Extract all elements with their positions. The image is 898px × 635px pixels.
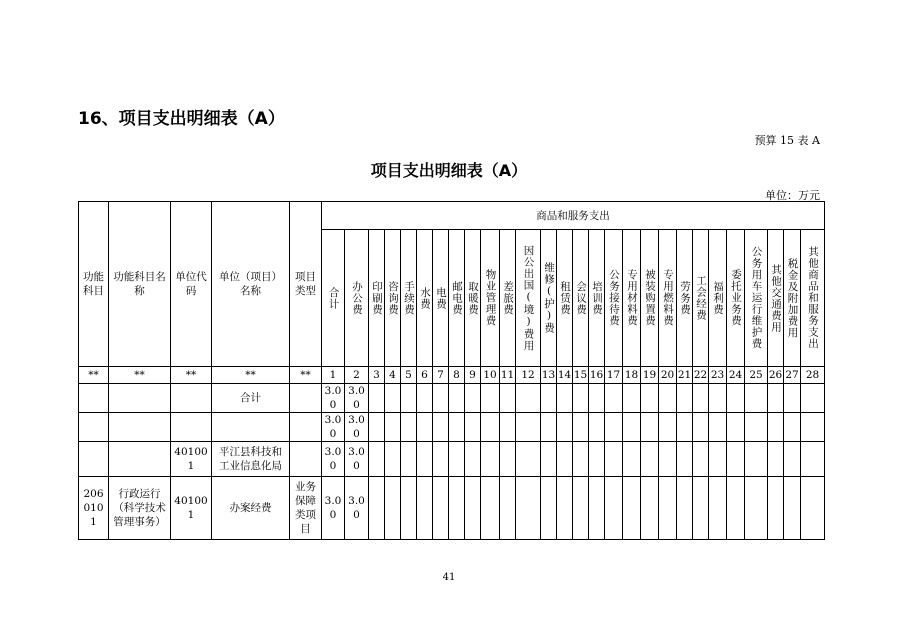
empty-cell: [784, 442, 801, 477]
office-expense-cell: 3.00: [345, 384, 369, 413]
project-type-cell: [290, 413, 322, 442]
budget-table: [78, 201, 825, 540]
empty-cell: [693, 413, 709, 442]
unit-label: 单位：万元: [765, 189, 820, 202]
header-unit-code: 单位代码: [171, 202, 212, 367]
column-index: 27: [784, 367, 801, 384]
empty-cell: [641, 477, 659, 540]
column-index: 22: [693, 367, 709, 384]
column-header: [401, 230, 417, 367]
empty-cell: [677, 413, 693, 442]
empty-cell: [745, 384, 768, 413]
func-name-cell: 行政运行（科学技术管理事务）: [109, 477, 171, 540]
project-type-cell: [290, 384, 322, 413]
empty-cell: [516, 477, 541, 540]
column-header-label: 专用材料费: [626, 269, 638, 327]
column-header: [573, 230, 589, 367]
empty-cell: [557, 477, 573, 540]
empty-cell: [784, 477, 801, 540]
column-index: 20: [659, 367, 677, 384]
column-header-label: 被装购置费: [644, 269, 656, 327]
empty-cell: [573, 413, 589, 442]
column-index: 15: [573, 367, 589, 384]
header-unit-name: 单位（项目）名称: [212, 202, 290, 367]
unit-code-cell: 401001: [171, 477, 212, 540]
column-index: 23: [709, 367, 727, 384]
empty-cell: [727, 413, 745, 442]
column-header-label: 其他交通费用: [770, 263, 782, 333]
empty-cell: [745, 477, 768, 540]
empty-cell: [500, 442, 516, 477]
empty-cell: [801, 477, 825, 540]
empty-cell: [417, 442, 433, 477]
column-header-label: 物业管理费: [484, 269, 497, 327]
empty-cell: [417, 477, 433, 540]
empty-cell: [465, 477, 481, 540]
empty-cell: [401, 384, 417, 413]
empty-cell: [500, 477, 516, 540]
func-code-cell: [79, 442, 109, 477]
empty-cell: [727, 477, 745, 540]
empty-cell: [369, 477, 385, 540]
column-header: [745, 230, 768, 367]
empty-cell: [401, 442, 417, 477]
column-index: 12: [516, 367, 541, 384]
empty-cell: [385, 477, 401, 540]
empty-cell: [401, 477, 417, 540]
column-header-label: 印刷费: [371, 280, 383, 316]
unit-code-cell: [171, 413, 212, 442]
column-header: [516, 230, 541, 367]
empty-cell: [465, 413, 481, 442]
empty-cell: [573, 442, 589, 477]
column-index: 4: [385, 367, 401, 384]
project-type-cell: [290, 442, 322, 477]
empty-cell: [768, 384, 784, 413]
column-header-label: 会议费: [575, 280, 587, 316]
empty-cell: [709, 442, 727, 477]
empty-cell: [623, 477, 641, 540]
empty-cell: [573, 477, 589, 540]
empty-cell: [745, 413, 768, 442]
column-header-label: 手续费: [403, 280, 415, 316]
func-code-cell: [79, 413, 109, 442]
index-marker: **: [79, 367, 109, 384]
empty-cell: [589, 477, 605, 540]
column-index: 19: [641, 367, 659, 384]
column-header: [417, 230, 433, 367]
column-header-label: 邮电费: [451, 280, 463, 316]
empty-cell: [541, 384, 557, 413]
empty-cell: [659, 413, 677, 442]
empty-cell: [801, 413, 825, 442]
empty-cell: [516, 413, 541, 442]
empty-cell: [589, 384, 605, 413]
func-name-cell: [109, 384, 171, 413]
column-header-label: 公务接待费: [608, 269, 620, 327]
empty-cell: [433, 442, 449, 477]
empty-cell: [709, 413, 727, 442]
column-header: [481, 230, 500, 367]
table-row: [79, 442, 825, 477]
form-number: 预算 15 表 A: [754, 134, 820, 147]
column-header: [322, 230, 345, 367]
empty-cell: [541, 477, 557, 540]
column-header-label: 因公出国(境)费用: [522, 244, 535, 352]
column-index: 7: [433, 367, 449, 384]
column-header-label: 办公费: [351, 280, 363, 316]
column-header-label: 差旅费: [502, 280, 514, 316]
empty-cell: [693, 384, 709, 413]
column-index: 26: [768, 367, 784, 384]
column-header-label: 咨询费: [387, 280, 399, 316]
column-header: [768, 230, 784, 367]
office-expense-cell: 3.00: [345, 413, 369, 442]
project-type-cell: 业务保障类项目: [290, 477, 322, 540]
empty-cell: [768, 477, 784, 540]
empty-cell: [385, 442, 401, 477]
column-index: 10: [481, 367, 500, 384]
index-marker: **: [290, 367, 322, 384]
column-header: [623, 230, 641, 367]
empty-cell: [693, 477, 709, 540]
column-index: 8: [449, 367, 465, 384]
column-header-label: 税金及附加费用: [786, 257, 799, 339]
table-row: [79, 384, 825, 413]
empty-cell: [605, 442, 623, 477]
column-header-label: 水费: [419, 286, 431, 310]
empty-cell: [605, 477, 623, 540]
column-header: [449, 230, 465, 367]
total-cell: 3.00: [322, 477, 345, 540]
index-marker: **: [212, 367, 290, 384]
empty-cell: [385, 413, 401, 442]
empty-cell: [801, 384, 825, 413]
empty-cell: [677, 384, 693, 413]
empty-cell: [709, 477, 727, 540]
func-code-cell: [79, 384, 109, 413]
column-header: [433, 230, 449, 367]
column-header: [693, 230, 709, 367]
column-header: [801, 230, 825, 367]
column-header-label: 公务用车运行维护费: [750, 246, 763, 350]
column-header: [605, 230, 623, 367]
column-index: 1: [322, 367, 345, 384]
office-expense-cell: 3.00: [345, 442, 369, 477]
empty-cell: [623, 384, 641, 413]
empty-cell: [433, 413, 449, 442]
column-header-label: 委托业务费: [730, 269, 742, 327]
column-header: [709, 230, 727, 367]
unit-name-cell: [212, 413, 290, 442]
empty-cell: [557, 384, 573, 413]
empty-cell: [500, 384, 516, 413]
column-header: [369, 230, 385, 367]
total-cell: 3.00: [322, 413, 345, 442]
empty-cell: [641, 384, 659, 413]
column-index: 6: [417, 367, 433, 384]
empty-cell: [641, 413, 659, 442]
column-index: 24: [727, 367, 745, 384]
column-header: [385, 230, 401, 367]
empty-cell: [541, 413, 557, 442]
column-header-label: 合计: [327, 286, 340, 310]
empty-cell: [801, 442, 825, 477]
index-marker: **: [109, 367, 171, 384]
empty-cell: [605, 384, 623, 413]
empty-cell: [541, 442, 557, 477]
column-index: 5: [401, 367, 417, 384]
column-header: [677, 230, 693, 367]
unit-name-cell: 办案经费: [212, 477, 290, 540]
empty-cell: [745, 442, 768, 477]
column-index: 14: [557, 367, 573, 384]
empty-cell: [557, 413, 573, 442]
column-header: [500, 230, 516, 367]
empty-cell: [369, 413, 385, 442]
column-header-label: 专用燃料费: [662, 269, 674, 327]
column-index: 28: [801, 367, 825, 384]
empty-cell: [727, 384, 745, 413]
column-header: [541, 230, 557, 367]
empty-cell: [784, 384, 801, 413]
empty-cell: [465, 442, 481, 477]
column-header: [727, 230, 745, 367]
empty-cell: [401, 413, 417, 442]
column-header: [784, 230, 801, 367]
empty-cell: [589, 442, 605, 477]
empty-cell: [605, 413, 623, 442]
office-expense-cell: 3.00: [345, 477, 369, 540]
empty-cell: [659, 477, 677, 540]
unit-name-cell: 合计: [212, 384, 290, 413]
column-header: [557, 230, 573, 367]
empty-cell: [433, 384, 449, 413]
empty-cell: [481, 477, 500, 540]
empty-cell: [623, 442, 641, 477]
empty-cell: [433, 477, 449, 540]
header-project-type: 项目类型: [290, 202, 322, 367]
column-header-label: 劳务费: [679, 280, 691, 316]
column-index: 9: [465, 367, 481, 384]
column-header-label: 电费: [435, 286, 447, 310]
empty-cell: [449, 477, 465, 540]
empty-cell: [768, 442, 784, 477]
column-header-label: 福利费: [712, 280, 724, 316]
empty-cell: [500, 413, 516, 442]
column-index: 17: [605, 367, 623, 384]
column-header-label: 培训费: [591, 280, 603, 316]
column-header-label: 工会经费: [695, 275, 707, 321]
page-number: 41: [442, 572, 456, 583]
empty-cell: [385, 384, 401, 413]
empty-cell: [557, 442, 573, 477]
index-marker: **: [171, 367, 212, 384]
column-header: [345, 230, 369, 367]
empty-cell: [465, 384, 481, 413]
column-header-label: 其他商品和服务支出: [807, 246, 819, 350]
empty-cell: [516, 442, 541, 477]
empty-cell: [573, 384, 589, 413]
empty-cell: [417, 384, 433, 413]
empty-cell: [481, 413, 500, 442]
empty-cell: [641, 442, 659, 477]
unit-code-cell: [171, 384, 212, 413]
header-func-name: 功能科目名称: [109, 202, 171, 367]
func-name-cell: [109, 413, 171, 442]
column-header-label: 取暖费: [467, 280, 479, 316]
empty-cell: [369, 384, 385, 413]
empty-cell: [369, 442, 385, 477]
empty-cell: [677, 477, 693, 540]
total-cell: 3.00: [322, 442, 345, 477]
empty-cell: [623, 413, 641, 442]
empty-cell: [417, 413, 433, 442]
empty-cell: [481, 442, 500, 477]
column-header-label: 维修(护)费: [543, 262, 555, 334]
column-index: 25: [745, 367, 768, 384]
empty-cell: [677, 442, 693, 477]
unit-code-cell: 401001: [171, 442, 212, 477]
empty-cell: [516, 384, 541, 413]
func-code-cell: 2060101: [79, 477, 109, 540]
empty-cell: [659, 442, 677, 477]
header-group-goods-services: 商品和服务支出: [322, 202, 825, 230]
empty-cell: [768, 413, 784, 442]
column-index: 18: [623, 367, 641, 384]
column-index: 11: [500, 367, 516, 384]
empty-cell: [709, 384, 727, 413]
column-header: [641, 230, 659, 367]
section-title: 16、项目支出明细表（A）: [78, 109, 285, 129]
table-row: [79, 477, 825, 540]
empty-cell: [449, 413, 465, 442]
column-index: 21: [677, 367, 693, 384]
table-row: [79, 413, 825, 442]
empty-cell: [589, 413, 605, 442]
table-title: 项目支出明细表（A）: [370, 161, 528, 180]
column-header-label: 租赁费: [559, 280, 571, 316]
empty-cell: [449, 384, 465, 413]
empty-cell: [693, 442, 709, 477]
unit-name-cell: 平江县科技和工业信息化局: [212, 442, 290, 477]
empty-cell: [784, 413, 801, 442]
empty-cell: [659, 384, 677, 413]
column-index: 2: [345, 367, 369, 384]
empty-cell: [727, 442, 745, 477]
column-header: [659, 230, 677, 367]
column-index: 3: [369, 367, 385, 384]
empty-cell: [481, 384, 500, 413]
column-index: 16: [589, 367, 605, 384]
column-header: [589, 230, 605, 367]
empty-cell: [449, 442, 465, 477]
func-name-cell: [109, 442, 171, 477]
header-func-code: 功能科目: [79, 202, 109, 367]
total-cell: 3.00: [322, 384, 345, 413]
column-index: 13: [541, 367, 557, 384]
column-header: [465, 230, 481, 367]
